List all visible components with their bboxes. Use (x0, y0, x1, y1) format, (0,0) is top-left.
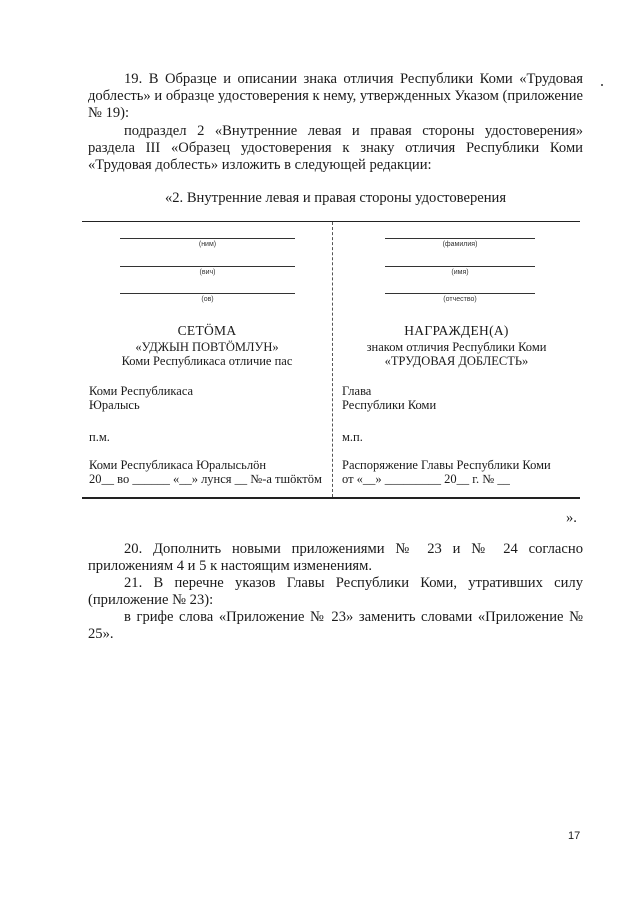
award-name: «ТРУДОВАЯ ДОБЛЕСТЬ» (384, 354, 529, 368)
certificate-caption: «2. Внутренние левая и правая стороны удостоверения (164, 190, 507, 206)
award-title: НАГРАЖДЕН(А) (404, 323, 509, 338)
patronymic-field (385, 293, 535, 309)
stray-mark (601, 84, 603, 86)
decree-line1-komi: Коми Республикаса Юралысьлӧн (89, 458, 267, 472)
first-name-field-komi (120, 238, 295, 254)
paragraph-21-detail: в грифе слова «Приложение № 23» заменить словами «Приложение № 25». (88, 609, 583, 642)
field-caption: (ов) (201, 296, 214, 303)
decree-line1: Распоряжение Главы Республики Коми (342, 458, 551, 472)
closing-quote: ». (566, 510, 577, 526)
first-name-field (385, 266, 535, 282)
surname-field (385, 238, 535, 254)
paragraph-20: 20. Дополнить новыми приложениями № 23 и № 24 согласно приложениям 4 и 5 к настоящим изменениям. (88, 541, 583, 574)
paragraph-21: 21. В перечне указов Главы Республики Коми, утративших силу (приложение № 23): (88, 575, 583, 608)
stamp-place: м.п. (342, 430, 363, 444)
signatory-line2-komi: Юралысь (89, 398, 140, 412)
decree-line2-komi: 20__ во ______ «__» лунся __ №-а тшӧктӧм (89, 472, 322, 486)
surname-field-komi (120, 293, 295, 309)
signatory-line2: Республики Коми (342, 398, 437, 412)
field-caption: (ним) (198, 241, 217, 248)
paragraph-19-subsection: подраздел 2 «Внутренние левая и правая стороны удостоверения» раздела III «Образец удостоверения к знаку отличия Республики Коми «Трудовая доблесть» изложить в следующей редакции: (88, 123, 583, 173)
certificate-right-side (333, 222, 580, 497)
award-type: знаком отличия Республики Коми (366, 340, 547, 354)
field-caption: (отчество) (443, 296, 477, 303)
decree-line2: от «__» _________ 20__ г. № __ (342, 472, 510, 486)
certificate-left-side (82, 222, 332, 497)
field-caption: (вич) (199, 269, 216, 276)
stamp-place-komi: п.м. (89, 430, 110, 444)
field-caption: (имя) (451, 269, 469, 276)
award-type-komi: Коми Республикаса отличие пас (121, 354, 293, 368)
paragraph-19: 19. В Образце и описании знака отличия Республики Коми «Трудовая доблесть» и образце удостоверения к нему, утвержденных Указом (приложение № 19): (88, 71, 583, 121)
award-title-komi: СЕТӦМА (177, 323, 237, 338)
certificate-form (82, 221, 580, 499)
patronymic-field-komi (120, 266, 295, 282)
signatory-line1-komi: Коми Республикаса (89, 384, 194, 398)
signatory-line1: Глава (342, 384, 372, 398)
field-caption: (фамилия) (442, 241, 478, 248)
award-name-komi: «УДЖЫН ПОВТӦМЛУН» (135, 340, 279, 354)
page-number: 17 (568, 830, 581, 842)
